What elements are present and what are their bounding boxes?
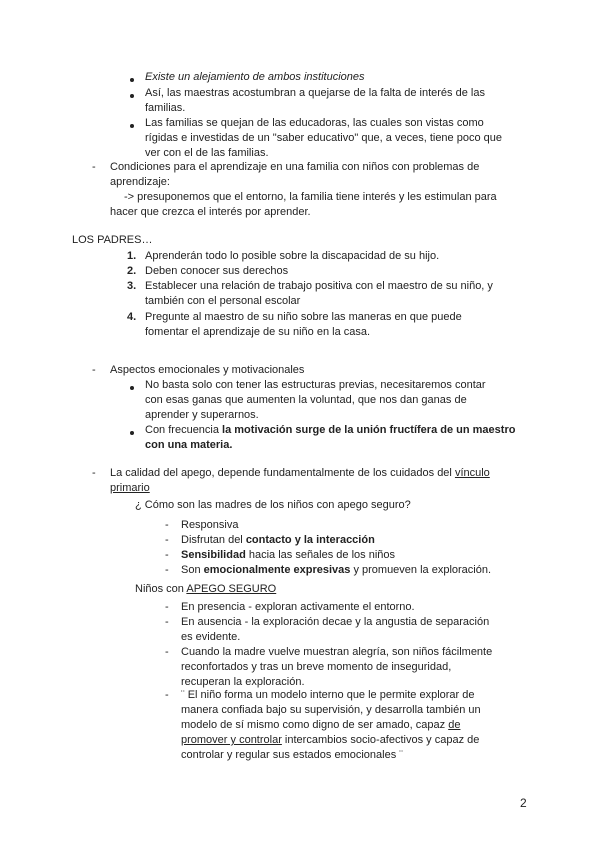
text-run: modelo de sí mismo como digno de ser amado, capaz <box>181 719 449 731</box>
list-item-text: Pregunte al maestro de su niño sobre las maneras en que puede <box>145 311 462 323</box>
text-run: Son <box>181 564 204 576</box>
bullet-icon <box>130 94 134 98</box>
list-item-text <box>181 533 375 548</box>
question-heading: ¿ Cómo son las madres de los niños con apego seguro? <box>135 499 411 511</box>
text-run: Disfrutan del <box>181 534 246 546</box>
list-number: 2. <box>127 265 137 277</box>
section-heading: LOS PADRES… <box>72 234 153 246</box>
list-item-text: Responsiva <box>181 519 239 531</box>
conditions-text: aprendizaje: <box>110 176 170 188</box>
bullet-text: con esas ganas que aumenten la voluntad, que nos dan ganas de <box>145 394 467 406</box>
list-item-text: manera confiada bajo su supervisión, y desarrolla también un <box>181 704 481 716</box>
list-item-text: recuperan la exploración. <box>181 676 305 688</box>
bullet-text: Las familias se quejan de las educadoras, las cuales son vistas como <box>145 117 484 129</box>
conditions-arrow-text: -> presuponemos que el entorno, la familia tiene interés y les estimulan para <box>124 191 497 203</box>
list-item-text: es evidente. <box>181 631 241 643</box>
dash-marker: - <box>92 161 96 173</box>
text-run: Con frecuencia <box>145 424 223 436</box>
bullet-text: rígidas e investidas de un "saber educativo" que, a veces, tiene poco que <box>145 132 502 144</box>
dash-marker: - <box>165 549 169 561</box>
apego-text <box>110 466 490 481</box>
dash-marker: - <box>165 646 169 658</box>
dash-marker: - <box>92 364 96 376</box>
bold-text-run: emocionalmente expresivas <box>203 564 351 576</box>
subheading <box>135 582 276 597</box>
dash-marker: - <box>165 519 169 531</box>
dash-marker: - <box>165 601 169 613</box>
bullet-icon <box>130 431 134 435</box>
dash-marker: - <box>165 564 169 576</box>
underlined-text-run: promover y controlar <box>181 734 282 746</box>
bullet-text: Existe un alejamiento de ambos instituciones <box>145 71 365 83</box>
list-item-text <box>181 548 395 563</box>
text-run: intercambios socio-afectivos y capaz de <box>281 734 480 746</box>
bullet-icon <box>130 124 134 128</box>
list-item-text: también con el personal escolar <box>145 295 301 307</box>
list-item-text: Cuando la madre vuelve muestran alegría, son niños fácilmente <box>181 646 493 658</box>
bold-text-run: contacto y la interacción <box>245 534 375 546</box>
bold-text-run: Sensibilidad <box>181 549 246 561</box>
list-number: 4. <box>127 311 137 323</box>
bold-text-run: la motivación surge de la unión fructífera de un maestro <box>222 424 516 436</box>
text-run: La calidad del apego, depende fundamentalmente de los cuidados del <box>110 467 455 479</box>
page-number: 2 <box>520 796 527 810</box>
list-number: 3. <box>127 280 137 292</box>
bullet-text: ver con el de las familias. <box>145 147 269 159</box>
section-title: Aspectos emocionales y motivacionales <box>110 364 305 376</box>
conditions-arrow-text: hacer que crezca el interés por aprender. <box>110 206 311 218</box>
dash-marker: - <box>165 689 169 701</box>
underlined-text-run: APEGO SEGURO <box>186 583 277 595</box>
list-item-text: Deben conocer sus derechos <box>145 265 289 277</box>
list-item-text <box>181 563 491 578</box>
list-item-text <box>181 718 460 733</box>
underlined-text-run: primario <box>110 482 150 494</box>
conditions-text: Condiciones para el aprendizaje en una familia con niños con problemas de <box>110 161 480 173</box>
underlined-text-run: de <box>448 719 461 731</box>
list-item-text: fomentar el aprendizaje de su niño en la casa. <box>145 326 371 338</box>
dash-marker: - <box>165 534 169 546</box>
bullet-text: aprender y superarnos. <box>145 409 259 421</box>
bullet-icon <box>130 78 134 82</box>
bold-text-run: con una materia. <box>145 439 233 451</box>
text-run: Niños con <box>135 583 187 595</box>
list-item-text: ¨ El niño forma un modelo interno que le permite explorar de <box>181 689 475 701</box>
bullet-text: No basta solo con tener las estructuras previas, necesitaremos contar <box>145 379 486 391</box>
dash-marker: - <box>165 616 169 628</box>
list-item-text: En ausencia - la exploración decae y la angustia de separación <box>181 616 490 628</box>
text-run: y promueven la exploración. <box>350 564 492 576</box>
list-number: 1. <box>127 250 137 262</box>
bullet-icon <box>130 386 134 390</box>
list-item-text: controlar y regular sus estados emocionales ¨ <box>181 749 403 761</box>
list-item-text: reconfortados y tras un breve momento de inseguridad, <box>181 661 452 673</box>
bullet-text: Así, las maestras acostumbran a quejarse de la falta de interés de las <box>145 87 485 99</box>
list-item-text: En presencia - exploran activamente el entorno. <box>181 601 415 613</box>
text-run: hacia las señales de los niños <box>245 549 396 561</box>
list-item-text <box>181 733 479 748</box>
bullet-text <box>145 423 515 438</box>
underlined-text-run: vínculo <box>454 467 490 479</box>
list-item-text: Aprenderán todo lo posible sobre la discapacidad de su hijo. <box>145 250 440 262</box>
list-item-text: Establecer una relación de trabajo positiva con el maestro de su niño, y <box>145 280 493 292</box>
bullet-text: familias. <box>145 102 186 114</box>
dash-marker: - <box>92 467 96 479</box>
